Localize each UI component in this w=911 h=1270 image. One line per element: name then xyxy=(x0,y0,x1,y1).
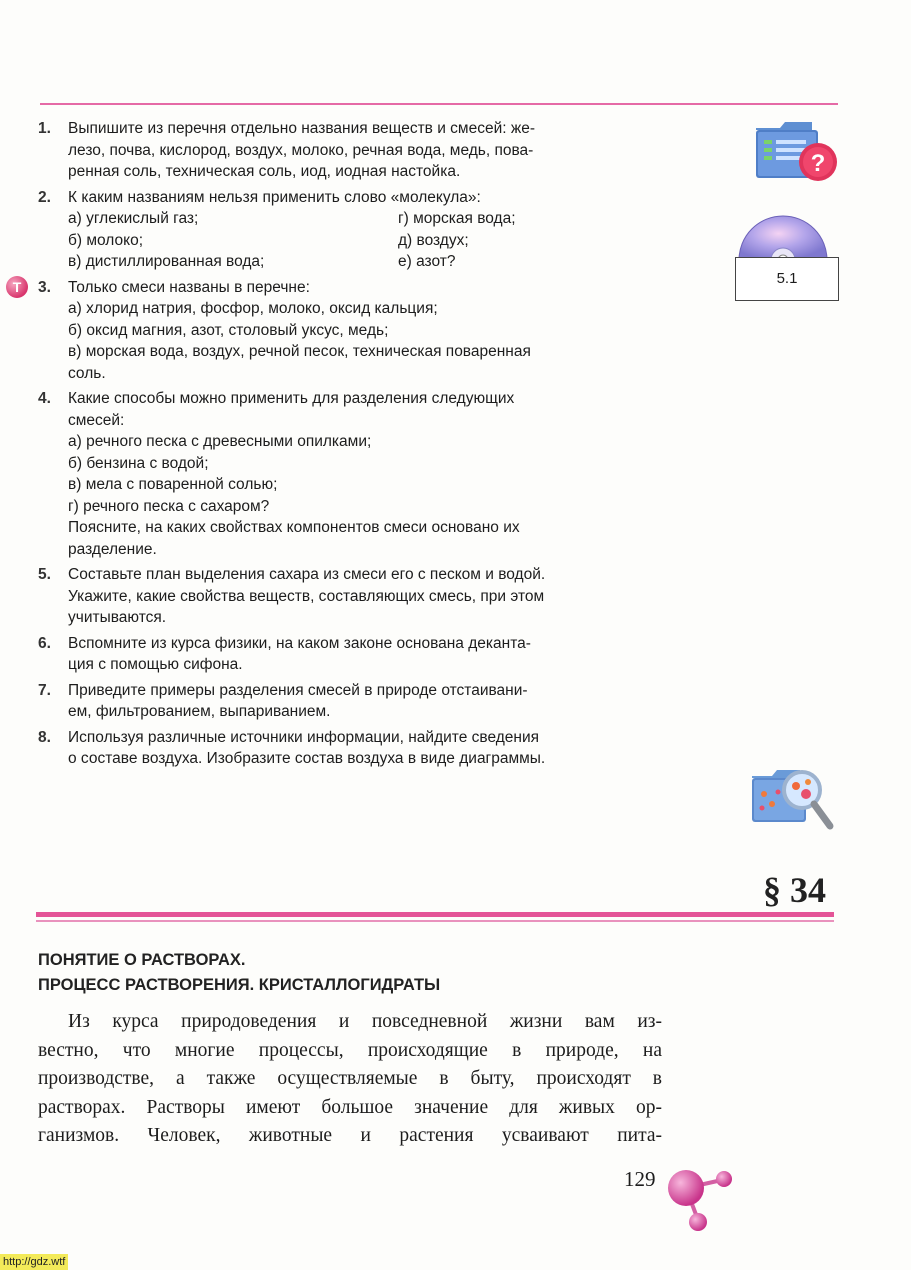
question-8 xyxy=(38,727,670,770)
question-text: о составе воздуха. Изобразите состав воздуха в виде диаграммы. xyxy=(68,750,546,767)
question-text: Используя различные источники информации, найдите сведения xyxy=(68,728,540,746)
option: б) молоко; xyxy=(68,231,144,249)
question-5 xyxy=(38,564,670,629)
option: б) оксид магния, азот, столовый уксус, медь; xyxy=(68,321,389,339)
option: в) морская вода, воздух, речной песок, техническая поваренная xyxy=(68,343,531,360)
questions-list xyxy=(12,118,670,774)
question-number: 2. xyxy=(38,188,51,206)
section-heading xyxy=(38,948,440,998)
question-text: Приведите примеры разделения смесей в природе отстаивани- xyxy=(68,681,528,699)
option: а) хлорид натрия, фосфор, молоко, оксид кальция; xyxy=(68,300,438,317)
top-divider xyxy=(40,103,838,105)
section-number: § 34 xyxy=(763,870,826,910)
body-paragraph xyxy=(38,1008,662,1151)
heading-line: ПОНЯТИЕ О РАСТВОРАХ. xyxy=(38,951,246,969)
option: в) мела с поваренной солью; xyxy=(68,476,278,493)
paragraph-line: растворах. Растворы имеют большое значение для живых ор- xyxy=(38,1096,662,1118)
question-text: Составьте план выделения сахара из смеси его с песком и водой. xyxy=(68,566,546,583)
option: соль. xyxy=(68,364,106,382)
page-number: 129 xyxy=(624,1167,656,1191)
option: а) углекислый газ; xyxy=(68,210,199,227)
section-divider-thin xyxy=(36,920,834,922)
section-divider xyxy=(36,912,834,917)
heading-line: ПРОЦЕСС РАСТВОРЕНИЯ. КРИСТАЛЛОГИДРАТЫ xyxy=(38,976,441,994)
svg-text:?: ? xyxy=(810,150,826,177)
question-3 xyxy=(12,277,670,385)
question-text: Какие способы можно применить для разделения следующих xyxy=(68,390,515,407)
answer-options xyxy=(68,208,670,273)
cd-resource-label: 5.1 xyxy=(735,257,839,301)
option: в) дистиллированная вода; xyxy=(68,253,265,270)
question-text: Только смеси названы в перечне: xyxy=(68,278,310,296)
question-text: Укажите, какие свойства веществ, составляющих смесь, при этом xyxy=(68,587,545,605)
option: г) речного песка с сахаром? xyxy=(68,497,270,515)
paragraph-line: вестно, что многие процессы, происходящие в природе, на xyxy=(38,1039,662,1061)
question-text: учитываются. xyxy=(68,609,167,626)
option: б) бензина с водой; xyxy=(68,454,209,472)
question-4 xyxy=(38,388,670,560)
question-7 xyxy=(38,680,670,723)
option: а) речного песка с древесными опилками; xyxy=(68,433,372,450)
paragraph-line: производстве, а также осуществляемые в быту, происходят в xyxy=(38,1068,662,1089)
question-number: 7. xyxy=(38,681,51,699)
cd-disc-icon xyxy=(737,206,829,260)
test-badge-icon: T xyxy=(6,276,28,298)
question-text: Поясните, на каких свойствах компонентов смеси основано их xyxy=(68,519,520,536)
molecule-decoration-icon xyxy=(660,1160,740,1235)
question-number: 6. xyxy=(38,634,51,652)
question-text: лезо, почва, кислород, воздух, молоко, речная вода, медь, пова- xyxy=(68,141,534,159)
question-number: 4. xyxy=(38,390,51,407)
paragraph-line: ганизмов. Человек, животные и растения усваивают пита- xyxy=(38,1125,662,1146)
question-6 xyxy=(38,633,670,676)
question-text: ренная соль, техническая соль, иод, иодная настойка. xyxy=(68,163,461,180)
question-text: ем, фильтрованием, выпариванием. xyxy=(68,703,331,720)
question-number: 5. xyxy=(38,566,51,583)
question-text: Выпишите из перечня отдельно названия веществ и смесей: же- xyxy=(68,120,536,137)
option: е) азот? xyxy=(398,253,456,270)
question-text: ция с помощью сифона. xyxy=(68,656,243,673)
option: г) морская вода; xyxy=(398,210,516,227)
question-text: К каким названиям нельзя применить слово «молекула»: xyxy=(68,188,481,206)
question-2 xyxy=(38,187,670,273)
question-number: 1. xyxy=(38,120,51,137)
question-text: смесей: xyxy=(68,411,125,429)
question-text: Вспомните из курса физики, на каком законе основана деканта- xyxy=(68,634,531,652)
question-number: 8. xyxy=(38,728,51,746)
question-1 xyxy=(38,118,670,183)
option: д) воздух; xyxy=(398,231,469,249)
folder-question-icon xyxy=(752,118,842,184)
question-text: разделение. xyxy=(68,540,157,558)
question-number: 3. xyxy=(38,278,51,296)
watermark-link[interactable]: http://gdz.wtf xyxy=(0,1254,68,1270)
paragraph-line: Из курса природоведения и повседневной жизни вам из- xyxy=(68,1011,662,1032)
folder-magnifier-icon xyxy=(750,764,838,834)
